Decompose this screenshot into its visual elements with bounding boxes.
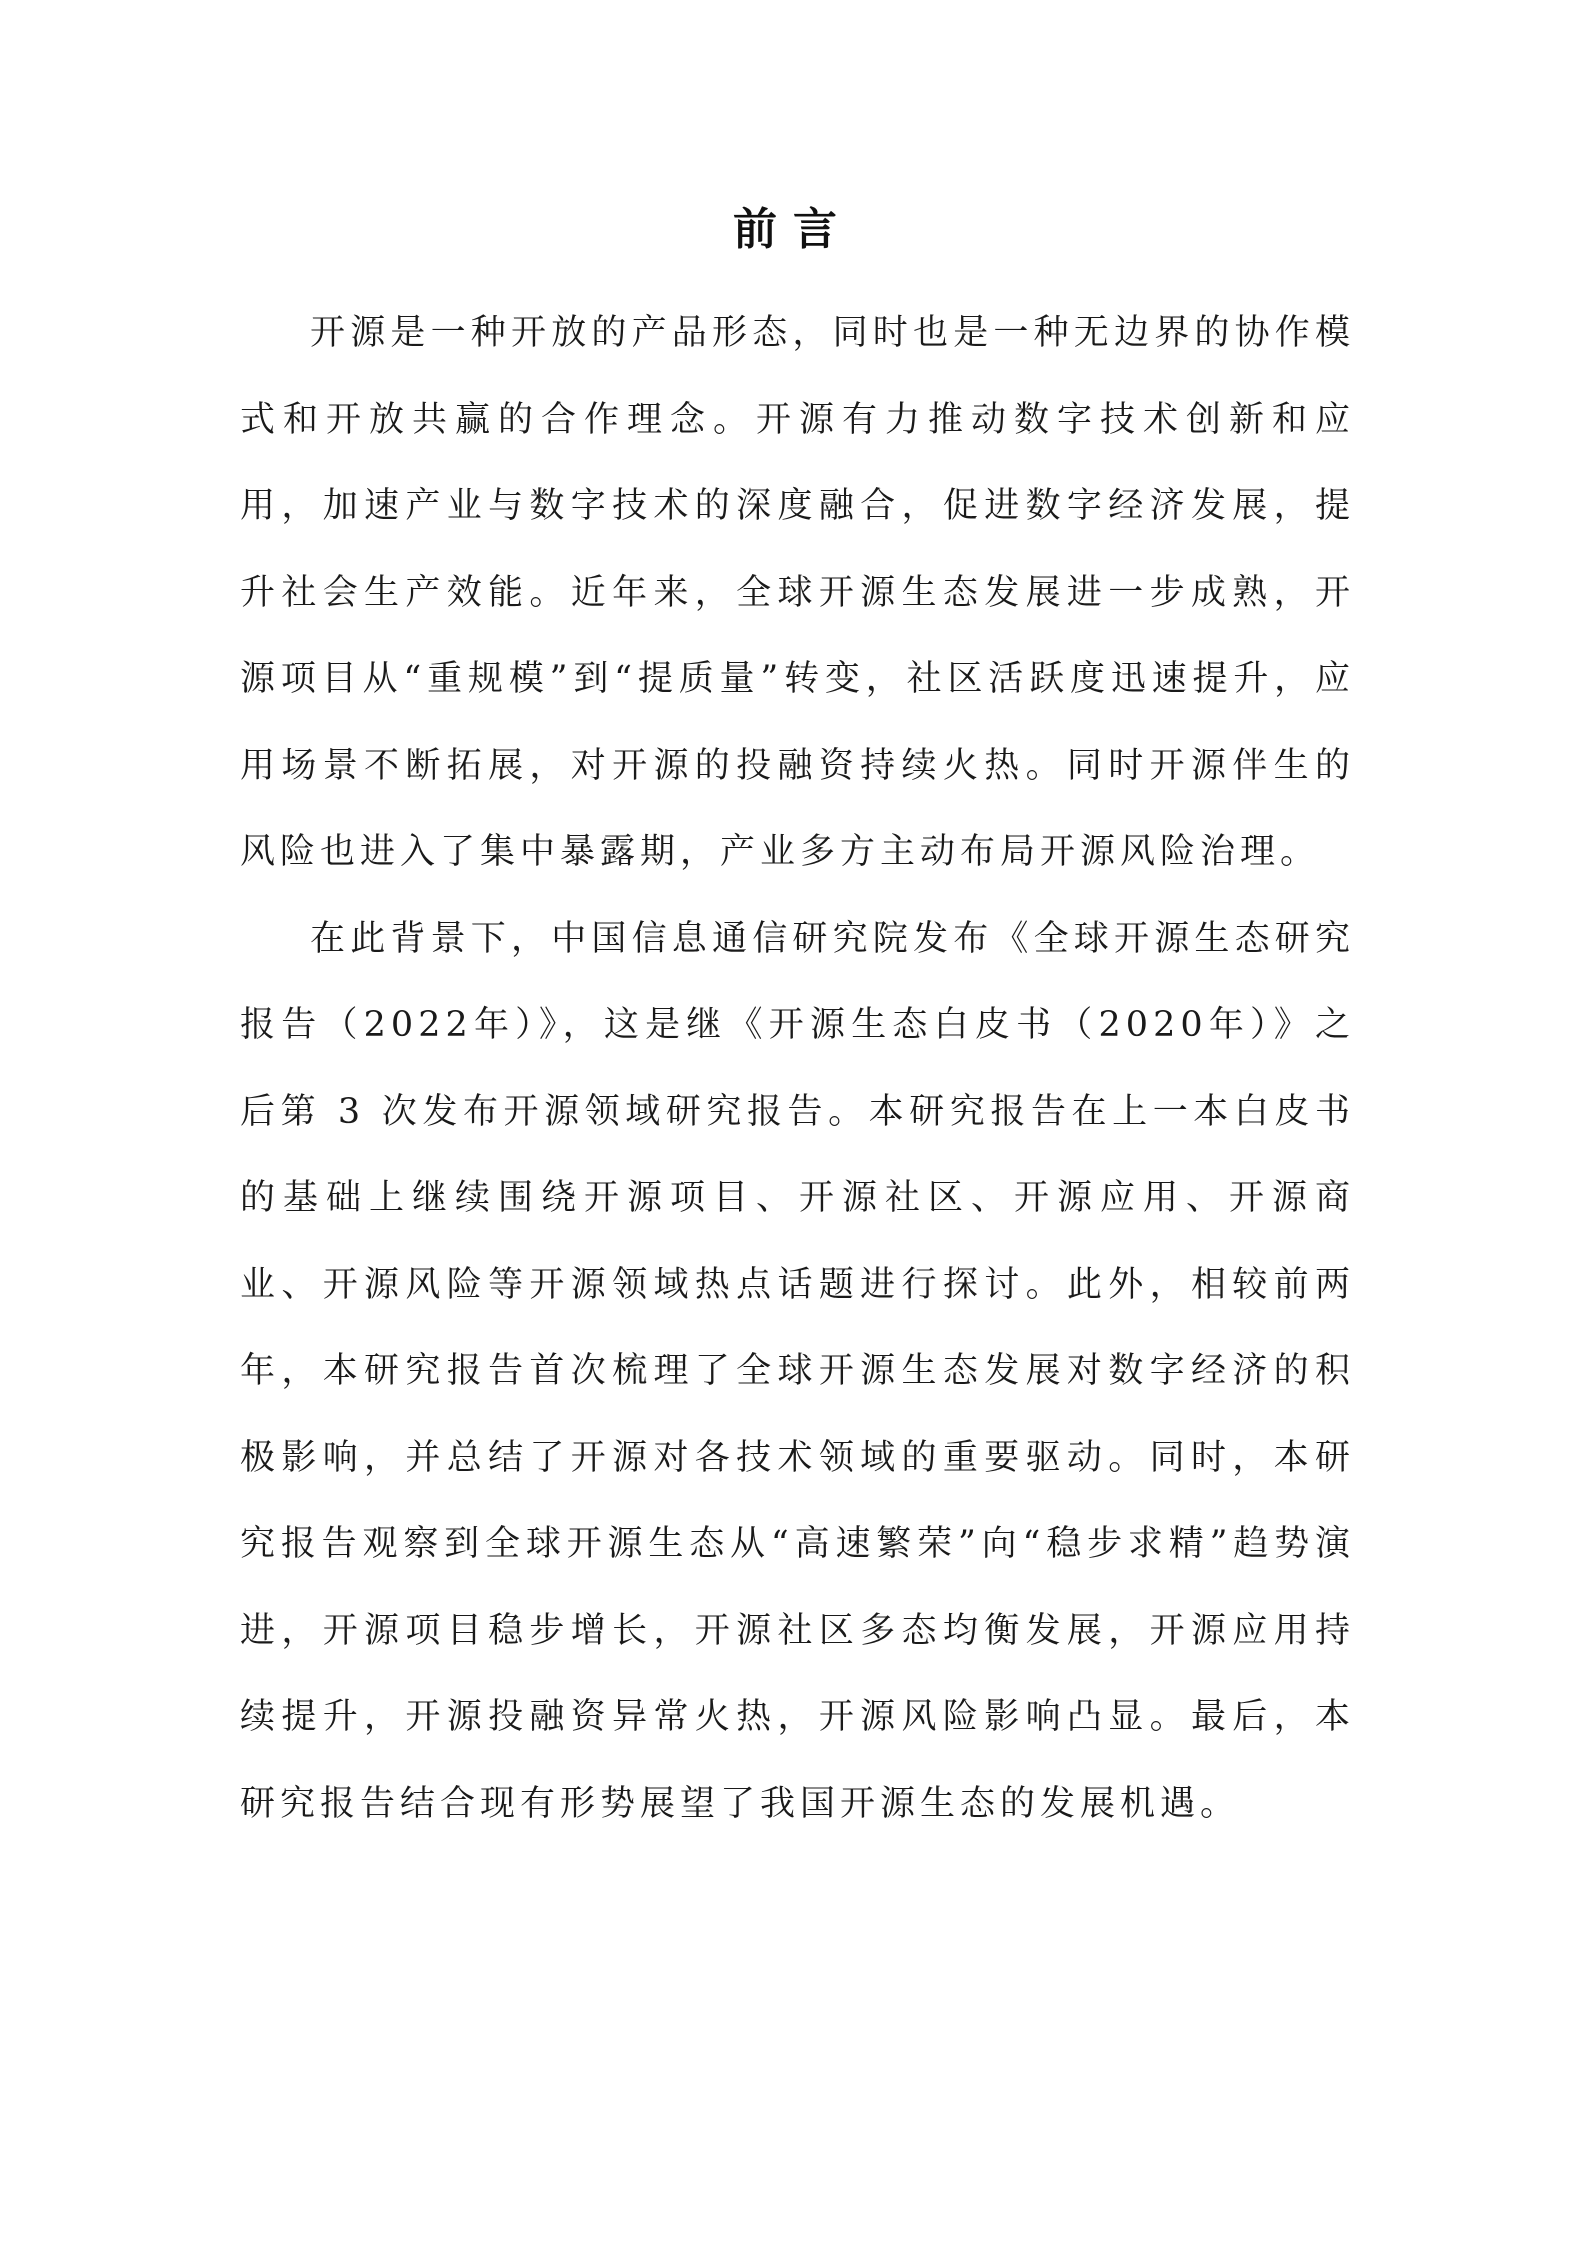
paragraph-1: 开源是一种开放的产品形态，同时也是一种无边界的协作模式和开放共赢的合作理念。开源有力推动数字技术创新和应用，加速产业与数字技术的深度融合，促进数字经济发展，提升社会生产效能。近年来，全球开源生态发展进一步成熟，开源项目从“重规模”到“提质量”转变，社区活跃度迅速提升，应用场景不断拓展，对开源的投融资持续火热。同时开源伴生的风险也进入了集中暴露期，产业多方主动布局开源风险治理。: [240, 313, 1355, 872]
page-title: 前言: [733, 204, 853, 255]
body-text: [240, 290, 1355, 1847]
paragraph-2: 在此背景下，中国信息通信研究院发布《全球开源生态研究报告（2022年）》，这是继《开源生态白皮书（2020年）》之后第 3 次发布开源领域研究报告。本研究报告在上一本白皮书的基础上继续围绕开源项目、开源社区、开源应用、开源商业、开源风险等开源领域热点话题进行探讨。此外，相较前两年，本研究报告首次梳理了全球开源生态发展对数字经济的积极影响，并总结了开源对各技术领域的重要驱动。同时，本研究报告观察到全球开源生态从“高速繁荣”向“稳步求精”趋势演进，开源项目稳步增长，开源社区多态均衡发展，开源应用持续提升，开源投融资异常火热，开源风险影响凸显。最后，本研究报告结合现有形势展望了我国开源生态的发展机遇。: [240, 918, 1355, 1824]
